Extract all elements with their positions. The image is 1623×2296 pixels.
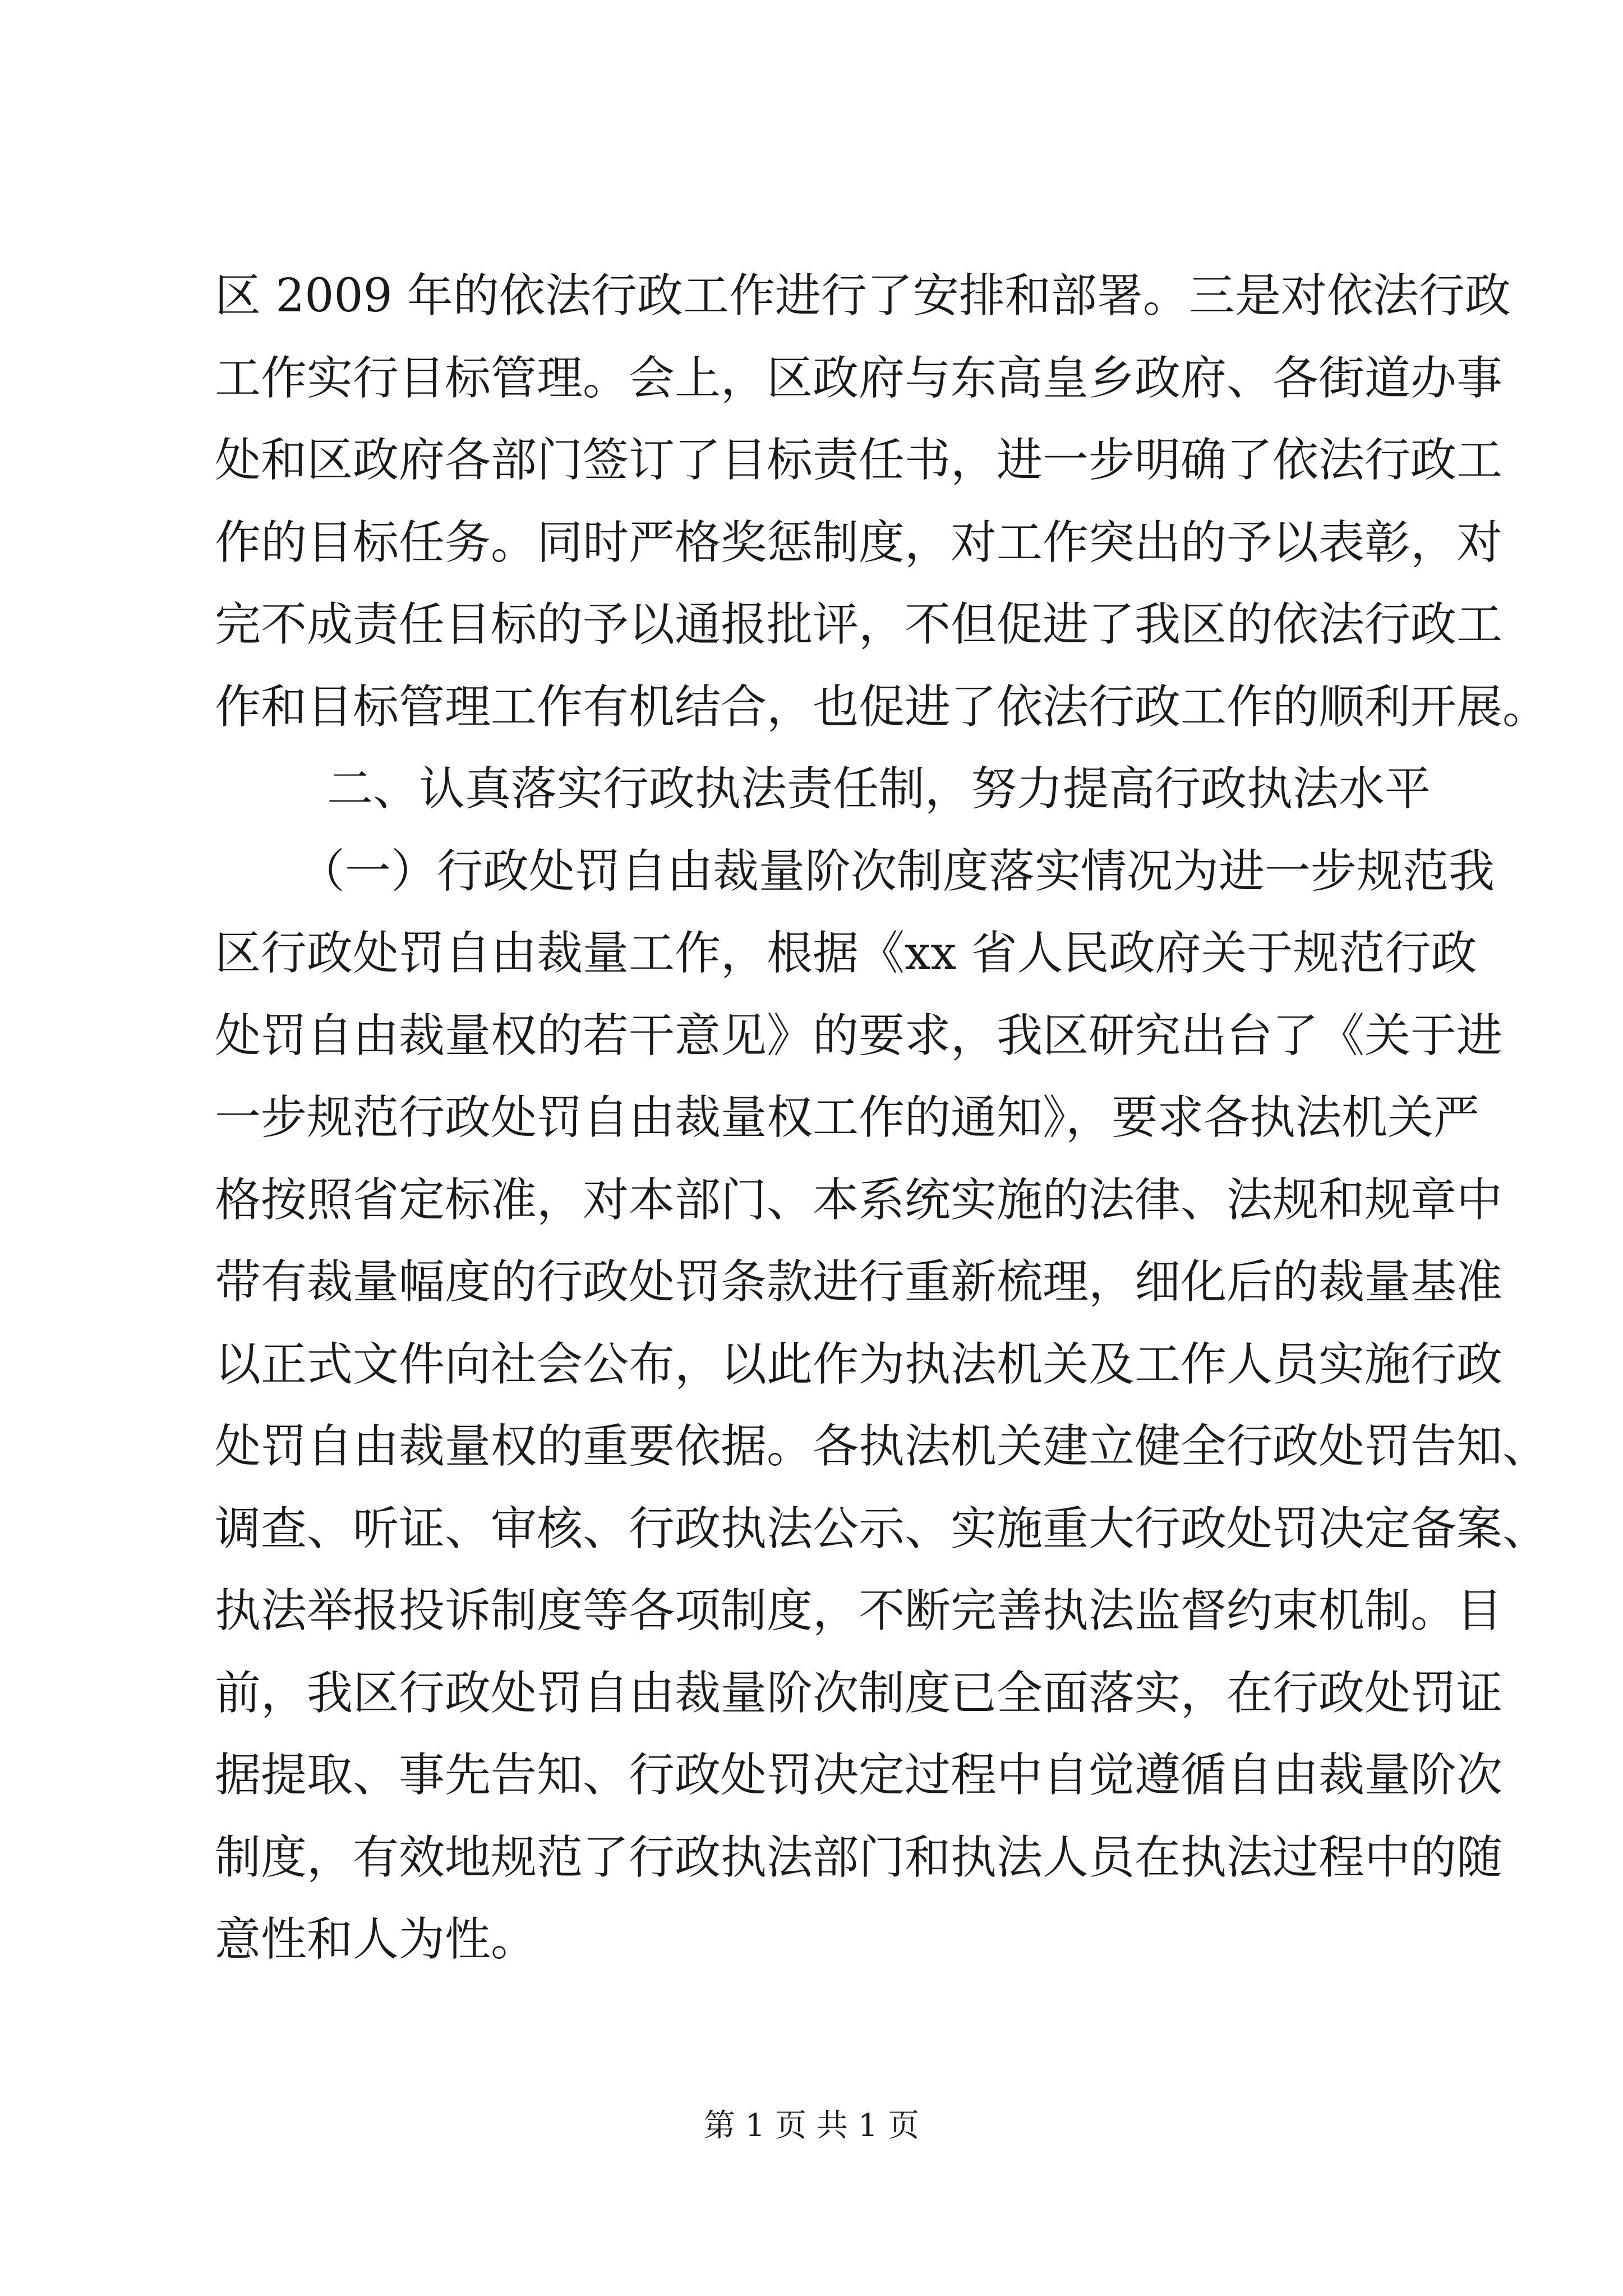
document-body (215, 255, 1549, 1981)
subsection-first-line: （一）行政处罚自由裁量阶次制度落实情况为进一步规范我 (299, 844, 1495, 898)
body-line: 前，我区行政处罚自由裁量阶次制度已全面落实，在行政处罚证 (215, 1666, 1503, 1720)
body-line: 据提取、事先告知、行政处罚决定过程中自觉遵循自由裁量阶次 (215, 1749, 1503, 1802)
body-line: 带有裁量幅度的行政处罚条款进行重新梳理，细化后的裁量基准 (215, 1255, 1503, 1309)
body-line: 格按照省定标准，对本部门、本系统实施的法律、法规和规章中 (215, 1173, 1503, 1227)
body-line: 区 2009 年的依法行政工作进行了安排和部署。三是对依法行政 (215, 269, 1511, 323)
body-line: 处和区政府各部门签订了目标责任书，进一步明确了依法行政工 (215, 434, 1503, 487)
body-line: 执法举报投诉制度等各项制度，不断完善执法监督约束机制。目 (215, 1584, 1503, 1637)
page-number-label: 第 1 页 共 1 页 (703, 2108, 920, 2144)
body-line: 处罚自由裁量权的重要依据。各执法机关建立健全行政处罚告知、 (215, 1420, 1549, 1473)
body-line: 调查、听证、审核、行政执法公示、实施重大行政处罚决定备案、 (215, 1502, 1549, 1556)
body-line: 作和目标管理工作有机结合，也促进了依法行政工作的顺利开展。 (215, 680, 1549, 734)
section-heading: 二、认真落实行政执法责任制，努力提高行政执法水平 (327, 762, 1431, 816)
body-line: 制度，有效地规范了行政执法部门和执法人员在执法过程中的随 (215, 1830, 1503, 1884)
body-line: 工作实行目标管理。会上，区政府与东高皇乡政府、各街道办事 (215, 351, 1503, 405)
body-line: 作的目标任务。同时严格奖惩制度，对工作突出的予以表彰，对 (215, 516, 1503, 569)
body-line: 以正式文件向社会公布，以此作为执法机关及工作人员实施行政 (215, 1337, 1503, 1391)
body-line: 区行政处罚自由裁量工作，根据《xx 省人民政府关于规范行政 (215, 927, 1477, 980)
body-line: 处罚自由裁量权的若干意见》的要求，我区研究出台了《关于进 (215, 1009, 1503, 1062)
page-footer (0, 2101, 1623, 2146)
body-line: 意性和人为性。 (215, 1913, 537, 1966)
body-line: 完不成责任目标的予以通报批评，不但促进了我区的依法行政工 (215, 598, 1503, 651)
body-line: 一步规范行政处罚自由裁量权工作的通知》，要求各执法机关严 (215, 1091, 1480, 1144)
